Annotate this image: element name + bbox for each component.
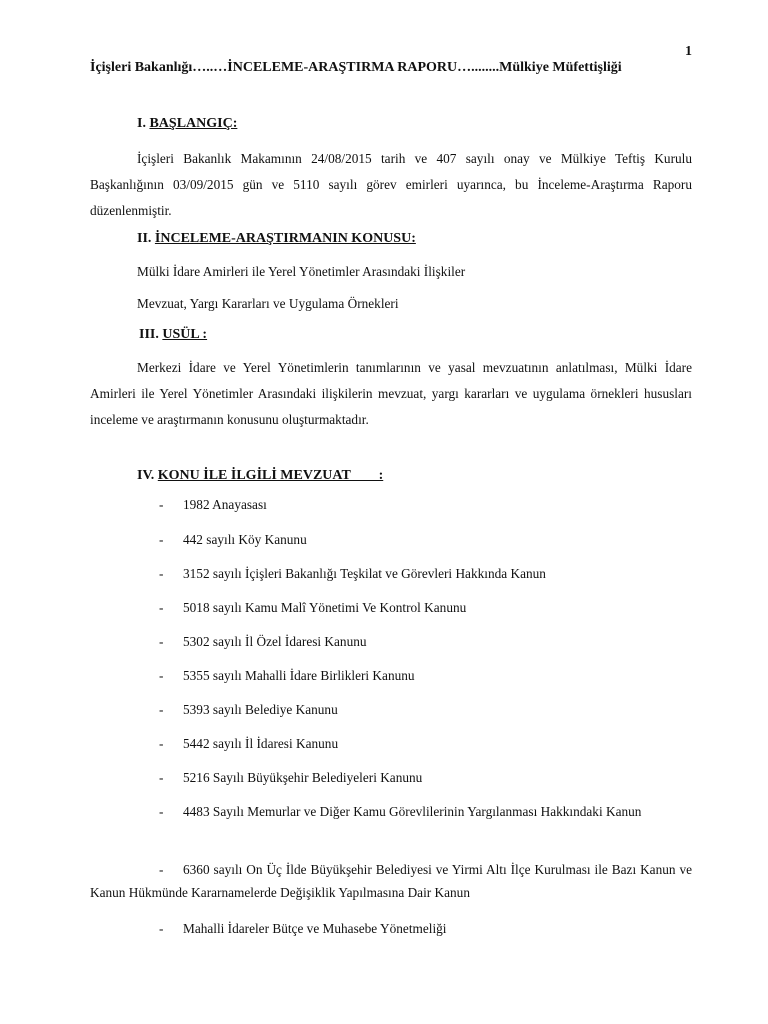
- list-item-text: Mahalli İdareler Bütçe ve Muhasebe Yönetmeliği: [183, 921, 447, 936]
- section-2-line-2: Mevzuat, Yargı Kararları ve Uygulama Örnekleri: [137, 296, 399, 311]
- list-item: [90, 664, 692, 687]
- list-dash: -: [159, 497, 164, 512]
- list-item: [90, 858, 692, 904]
- list-dash: -: [159, 702, 164, 717]
- list-dash: -: [159, 862, 164, 877]
- section-3-heading: [139, 327, 207, 343]
- section-2-number: II.: [137, 231, 152, 246]
- section-4-number: IV.: [137, 468, 155, 483]
- list-dash: -: [159, 736, 164, 751]
- list-item: [90, 562, 692, 585]
- list-item-text: 5302 sayılı İl Özel İdaresi Kanunu: [183, 634, 367, 649]
- list-item-text: 1982 Anayasası: [183, 497, 267, 512]
- list-item-text: 5442 sayılı İl İdaresi Kanunu: [183, 736, 339, 751]
- list-dash: -: [159, 566, 164, 581]
- list-item: [90, 800, 692, 823]
- list-dash: -: [159, 668, 164, 683]
- list-dash: -: [159, 634, 164, 649]
- list-dash: -: [159, 532, 164, 547]
- section-1-text: İçişleri Bakanlık Makamının 24/08/2015 tarih ve 407 sayılı onay ve Mülkiye Teftiş Kurulu Başkanlığının 03/09/2015 gün ve 5110 sayılı görev emirleri uyarınca, bu İnceleme-Araştırma Raporu düzenlenmiştir.: [90, 151, 692, 218]
- list-item: [90, 630, 692, 653]
- list-item: [90, 917, 692, 940]
- list-item: [90, 766, 692, 789]
- section-3-text: Merkezi İdare ve Yerel Yönetimlerin tanımlarının ve yasal mevzuatının anlatılması, Mülki İdare Amirleri ile Yerel Yönetimler Arasındaki ilişkilerin mevzuat, yargı kararları ve uygulama örnekleri hususları inceleme ve araştırmanın konusunu oluşturmaktadır.: [90, 360, 692, 427]
- section-3-title: USÜL :: [162, 327, 208, 342]
- section-3-number: III.: [139, 327, 159, 342]
- section-4-heading: [137, 468, 383, 484]
- list-item-text: 4483 Sayılı Memurlar ve Diğer Kamu Görevlilerinin Yargılanması Hakkındaki Kanun: [183, 804, 642, 819]
- section-1-title: BAŞLANGIÇ:: [149, 116, 238, 131]
- document-header: İçişleri Bakanlığı…..…İNCELEME-ARAŞTIRMA RAPORU…........Mülkiye Müfettişliği: [90, 60, 622, 75]
- list-item-text: 3152 sayılı İçişleri Bakanlığı Teşkilat ve Görevleri Hakkında Kanun: [183, 566, 546, 581]
- page-number: 1: [685, 44, 692, 59]
- list-item: [90, 698, 692, 721]
- list-item-text: 5018 sayılı Kamu Malî Yönetimi Ve Kontrol Kanunu: [183, 600, 467, 615]
- list-dash: -: [159, 770, 164, 785]
- list-item: [90, 732, 692, 755]
- list-dash: -: [159, 921, 164, 936]
- list-item-text: 5216 Sayılı Büyükşehir Belediyeleri Kanunu: [183, 770, 423, 785]
- section-2-title: İNCELEME-ARAŞTIRMANIN KONUSU:: [154, 231, 416, 246]
- list-item-text: 5355 sayılı Mahalli İdare Birlikleri Kanunu: [183, 668, 415, 683]
- list-dash: -: [159, 600, 164, 615]
- section-2-heading: [137, 231, 416, 247]
- section-1-number: I.: [137, 116, 146, 131]
- section-2-line-1: Mülki İdare Amirleri ile Yerel Yönetimler Arasındaki İlişkiler: [137, 264, 466, 279]
- list-item: [90, 528, 692, 551]
- list-item-text: 5393 sayılı Belediye Kanunu: [183, 702, 338, 717]
- list-item-text: 442 sayılı Köy Kanunu: [183, 532, 307, 547]
- list-item: [90, 493, 692, 516]
- section-4-title: KONU İLE İLGİLİ MEVZUAT :: [157, 468, 384, 483]
- list-item-text: 6360 sayılı On Üç İlde Büyükşehir Belediyesi ve Yirmi Altı İlçe Kurulması ile Bazı Kanun ve Kanun Hükmünde Kararnamelerde Değişiklik Yapılmasına Dair Kanun: [90, 862, 692, 900]
- list-dash: -: [159, 804, 164, 819]
- list-item: [90, 596, 692, 619]
- section-1-heading: [137, 116, 237, 132]
